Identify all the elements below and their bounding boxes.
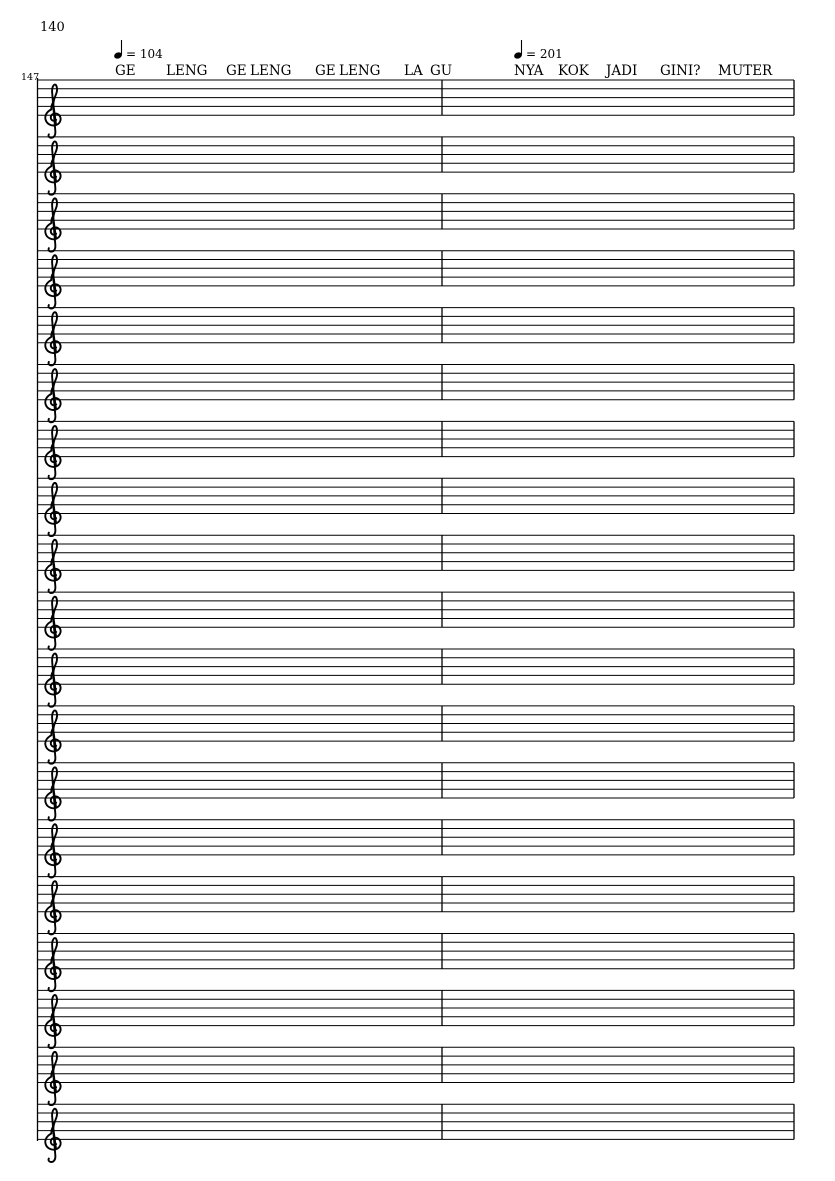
lyric-syllable: GU [430, 63, 453, 79]
tempo-label: = 201 [526, 47, 563, 61]
staff-8 [38, 478, 795, 536]
staves-container [38, 80, 795, 1162]
tempo-mark-2 [513, 40, 563, 61]
treble-clef-icon [45, 881, 60, 934]
treble-clef-icon [45, 1109, 60, 1162]
staff-4 [38, 251, 795, 309]
treble-clef-icon [45, 141, 60, 194]
lyric-syllable: GE [226, 63, 247, 79]
staff-19 [38, 1104, 795, 1162]
staff-12 [38, 706, 795, 764]
treble-clef-icon [45, 824, 60, 877]
staff-15 [38, 877, 795, 935]
staff-3 [38, 194, 795, 252]
lyric-syllable: KOK [558, 63, 589, 79]
staff-5 [38, 308, 795, 366]
page-number: 140 [40, 20, 65, 35]
treble-clef-icon [45, 85, 60, 138]
staff-16 [38, 934, 795, 992]
staff-10 [38, 592, 795, 650]
treble-clef-icon [45, 767, 60, 820]
staff-17 [38, 990, 795, 1048]
treble-clef-icon [45, 938, 60, 991]
treble-clef-icon [45, 995, 60, 1048]
lyric-syllable: NYA [514, 63, 544, 79]
treble-clef-icon [45, 255, 60, 308]
staff-14 [38, 820, 795, 878]
treble-clef-icon [45, 483, 60, 536]
staff-6 [38, 365, 795, 423]
lyric-syllable: LENG [339, 63, 381, 79]
staff-11 [38, 649, 795, 707]
staff-13 [38, 763, 795, 821]
tempo-label: = 104 [126, 47, 163, 61]
treble-clef-icon [45, 654, 60, 707]
lyric-syllable: LA [404, 63, 423, 79]
treble-clef-icon [45, 710, 60, 763]
staff-7 [38, 421, 795, 479]
lyric-syllable: GE [115, 63, 136, 79]
treble-clef-icon [45, 540, 60, 593]
measure-number: 147 [21, 72, 40, 83]
staff-1 [38, 80, 795, 138]
treble-clef-icon [45, 312, 60, 365]
lyric-syllable: GE [315, 63, 336, 79]
treble-clef-icon [45, 369, 60, 422]
lyric-syllable: MUTER [718, 63, 773, 79]
treble-clef-icon [45, 198, 60, 251]
lyric-syllable: GINI? [660, 63, 701, 79]
lyric-syllable: LENG [250, 63, 292, 79]
staff-18 [38, 1047, 795, 1105]
treble-clef-icon [45, 1052, 60, 1105]
staff-9 [38, 535, 795, 593]
tempo-mark-1 [113, 40, 163, 61]
treble-clef-icon [45, 426, 60, 479]
lyric-syllable: JADI [606, 63, 638, 79]
staff-2 [38, 137, 795, 195]
lyrics-line [115, 63, 773, 79]
treble-clef-icon [45, 597, 60, 650]
lyric-syllable: LENG [166, 63, 208, 79]
